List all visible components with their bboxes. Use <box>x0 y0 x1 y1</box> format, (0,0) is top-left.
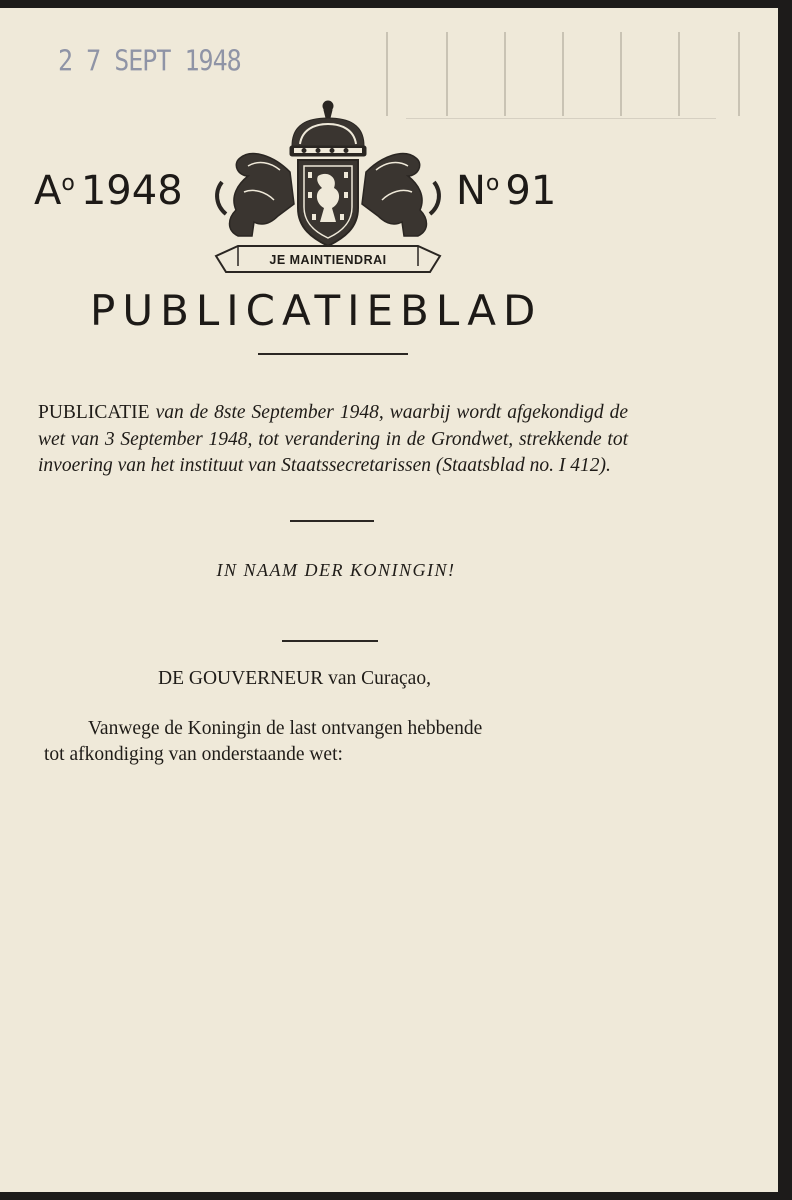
publication-title: PUBLICATIEBLAD <box>90 286 543 335</box>
date-stamp: 2 7 SEPT 1948 <box>58 43 241 78</box>
year-label: $A^o$ 1948 <box>34 168 183 214</box>
section-divider <box>290 520 374 522</box>
governor-heading: DE GOUVERNEUR van Curaçao, <box>158 668 431 689</box>
coat-of-arms-icon <box>208 96 448 278</box>
crest-motto: JE MAINTIENDRAI <box>269 253 387 267</box>
invocation-divider <box>282 640 378 642</box>
enactment-clause: Vanwege de Koningin de last ontvangen hebbende tot afkondiging van onderstaande wet: <box>44 718 483 765</box>
document-page <box>0 8 778 1192</box>
issue-number: $N^o$ 91 <box>456 168 557 214</box>
publication-description: PUBLICATIE van de 8ste September 1948, waarbij wordt afgekondigd de wet van 3 September 1948, tot verandering in de Grondwet, strekkende tot invoering van het instituut van Staatssecretarissen (Staatsblad no. I 412). <box>38 402 629 476</box>
title-underline <box>258 353 408 355</box>
invocation-heading: IN NAAM DER KONINGIN! <box>216 560 456 580</box>
